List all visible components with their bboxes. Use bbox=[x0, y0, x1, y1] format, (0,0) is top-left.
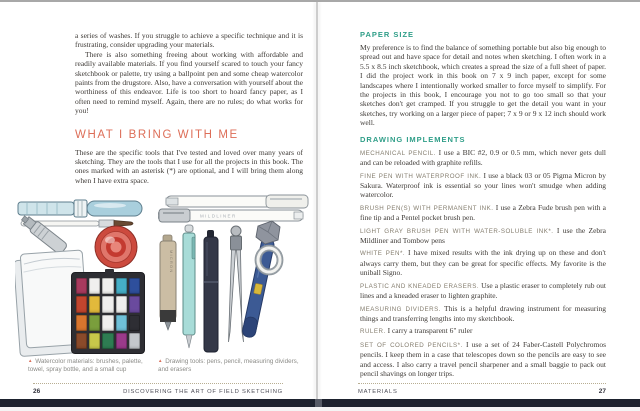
paint-pan bbox=[89, 333, 100, 349]
mechanical-pencil-icon bbox=[183, 225, 195, 348]
paint-pan bbox=[129, 278, 140, 294]
paint-pan bbox=[116, 333, 127, 349]
white-pen-icon bbox=[166, 195, 308, 208]
implement-lead: MEASURING DIVIDERS. bbox=[360, 305, 441, 313]
implement-lead: RULER. bbox=[360, 328, 386, 336]
caption-text: Watercolor materials: brushes, palette, towel, spray bottle, and a small cup bbox=[28, 358, 143, 373]
spray-bottle-icon bbox=[19, 213, 68, 255]
paint-pan bbox=[102, 296, 113, 312]
implement-text: Use a plastic eraser to completely rub out lines and a kneaded eraser to lighten graphite. bbox=[360, 280, 607, 300]
implement-lead: FINE PEN WITH WATERPROOF INK. bbox=[360, 172, 482, 180]
caption-text: Drawing tools: pens, pencil, measuring dividers, and erasers bbox=[158, 358, 299, 373]
paragraph: My preference is to find the balance of something portable but also big enough to spread out and have space for detail and notes when sketching. I often work in a 5.5 x 8.5 inch sketchbook, which creates a spread the size of a full sheet of paper. I did the project work in this book on 7 x 9 inch paper, except for some landscapes where I intentionally worked smaller to force myself to simplify. For the projects in this book, I encourage you not to go too small so that your sketches don't get cramped. If you struggle to get the detail you want in your sketches, try working on a larger piece of paper; 7 x 9 or 9 x 12 inch should work well. bbox=[360, 43, 606, 128]
paint-pan bbox=[116, 278, 127, 294]
background-strip bbox=[0, 407, 640, 411]
running-footer: DISCOVERING THE ART OF FIELD SKETCHING bbox=[123, 389, 283, 395]
implement-entry bbox=[360, 281, 606, 300]
caption-watercolor-materials bbox=[28, 357, 158, 373]
paint-pan bbox=[89, 315, 100, 331]
left-page-text-column bbox=[75, 31, 303, 185]
implement-entry bbox=[360, 226, 606, 245]
implement-text: I have mixed results with the ink drying up on these and don't always carry them, but they can be great for specific effects. My favorite is the uniball Signo. bbox=[360, 248, 606, 277]
paint-pan bbox=[102, 315, 113, 331]
paint-pan bbox=[76, 315, 87, 331]
paragraph: a series of washes. If you struggle to achieve a specific technique and it is frustrating, consider upgrading your materials. bbox=[75, 31, 303, 50]
implement-text: I use a set of 24 Faber-Castell Polychromos pencils. I keep them in a case that telescopes down so the pencils are easy to see and access. I also carry a travel pencil sharpener and a small baggie to pack out pencil shavings on longer trips. bbox=[360, 340, 606, 378]
page-number: 26 bbox=[33, 388, 41, 395]
paint-pan bbox=[76, 296, 87, 312]
mildliner-label: MILDLINER bbox=[200, 213, 237, 219]
implement-text: I use a black 03 or 05 Pigma Micron by Sakura. Waterproof ink is essential so your lines won't smudge when adding watercolor. bbox=[360, 170, 607, 199]
implement-lead: PLASTIC AND KNEADED ERASERS. bbox=[360, 282, 480, 290]
right-page-text-column bbox=[360, 30, 606, 381]
implement-lead: MECHANICAL PENCIL. bbox=[360, 149, 436, 157]
paint-pan bbox=[129, 333, 140, 349]
drawing-tools-art bbox=[158, 192, 311, 358]
running-footer: MATERIALS bbox=[358, 389, 398, 395]
implement-entry bbox=[360, 340, 606, 378]
implement-entry bbox=[360, 171, 606, 200]
brush-pen-icon bbox=[204, 230, 218, 352]
paint-pan bbox=[116, 296, 127, 312]
paint-pan bbox=[102, 333, 113, 349]
paragraph: These are the specific tools that I've tested and loved over many years of sketching. They are the tools that I use for all the projects in this book. The ones marked with an asterisk (*) are optional, and I will bring them along when I have extra space. bbox=[75, 147, 303, 185]
watercolor-palette bbox=[71, 272, 145, 354]
paint-pan bbox=[89, 278, 100, 294]
paint-pan bbox=[129, 296, 140, 312]
right-page-footer bbox=[358, 383, 606, 395]
implement-text: I use a Zebra Fude brush pen with a fine tip and a Pentel pocket brush pen. bbox=[360, 202, 607, 222]
measuring-dividers-icon bbox=[229, 226, 244, 342]
implement-lead: SET OF COLORED PENCILS*. bbox=[360, 342, 463, 350]
mildliner-pen-icon bbox=[158, 209, 303, 222]
book-bottom-edge bbox=[0, 399, 640, 407]
section-heading: WHAT I BRING WITH ME bbox=[75, 128, 239, 141]
implement-entry bbox=[360, 203, 606, 222]
implement-text: This is a helpful drawing instrument for measuring things and transferring lengths into my sketchbook. bbox=[360, 303, 606, 323]
paint-pan bbox=[89, 296, 100, 312]
section-heading-drawing-implements: DRAWING IMPLEMENTS bbox=[360, 134, 466, 144]
paint-pan bbox=[76, 333, 87, 349]
left-page-footer bbox=[33, 383, 283, 395]
page-top-edge bbox=[0, 0, 640, 2]
caption-triangle-icon: ▲ bbox=[158, 358, 163, 363]
collapsible-cup-icon bbox=[95, 226, 137, 268]
section-heading-paper-size: PAPER SIZE bbox=[360, 30, 415, 39]
implement-text: I use the Zebra Mildliner and Tombow pens bbox=[360, 225, 606, 245]
implement-entry bbox=[360, 148, 606, 167]
paint-pan bbox=[102, 278, 113, 294]
implement-entry bbox=[360, 248, 606, 277]
paint-pan bbox=[116, 315, 127, 331]
implement-lead: BRUSH PEN(S) WITH PERMANENT INK. bbox=[360, 204, 494, 212]
paragraph: There is also something freeing about working with affordable and readily available materials. If you find yourself scared to touch your fancy sketchbook or palette, try using a ballpoint pen and some cheap watercolor paints from the drugstore. Also, have a conversation with yourself about the worthiness of this endeavor. Life is too short to hoard fancy paper, as I often need to remind myself. Again, there are no rules; do what works for you! bbox=[75, 49, 303, 116]
micron-pen-icon bbox=[160, 235, 176, 330]
tools-illustration bbox=[15, 192, 311, 358]
implement-text: I use a BIC #2, 0.9 or 0.5 mm, which never gets dull and can be reloaded with graphite refills. bbox=[360, 147, 606, 167]
paint-pan bbox=[129, 315, 140, 331]
kneaded-eraser-icon bbox=[256, 221, 280, 244]
implement-lead: WHITE PEN*. bbox=[360, 250, 406, 258]
waterbrush-icon bbox=[18, 200, 142, 217]
spread-gutter bbox=[316, 2, 318, 399]
implement-entry bbox=[360, 304, 606, 323]
implement-entry bbox=[360, 326, 606, 336]
palette-pans bbox=[76, 278, 140, 349]
implement-text: I carry a transparent 6" ruler bbox=[387, 326, 473, 336]
caption-triangle-icon: ▲ bbox=[28, 358, 33, 363]
bottom-edge-gutter-notch bbox=[315, 399, 322, 407]
micron-label: MICRON bbox=[169, 250, 174, 274]
implement-lead: LIGHT GRAY BRUSH PEN WITH WATER-SOLUBLE INK*. bbox=[360, 227, 554, 235]
paint-pan bbox=[76, 278, 87, 294]
caption-drawing-tools bbox=[158, 357, 300, 373]
page-number: 27 bbox=[598, 388, 606, 395]
